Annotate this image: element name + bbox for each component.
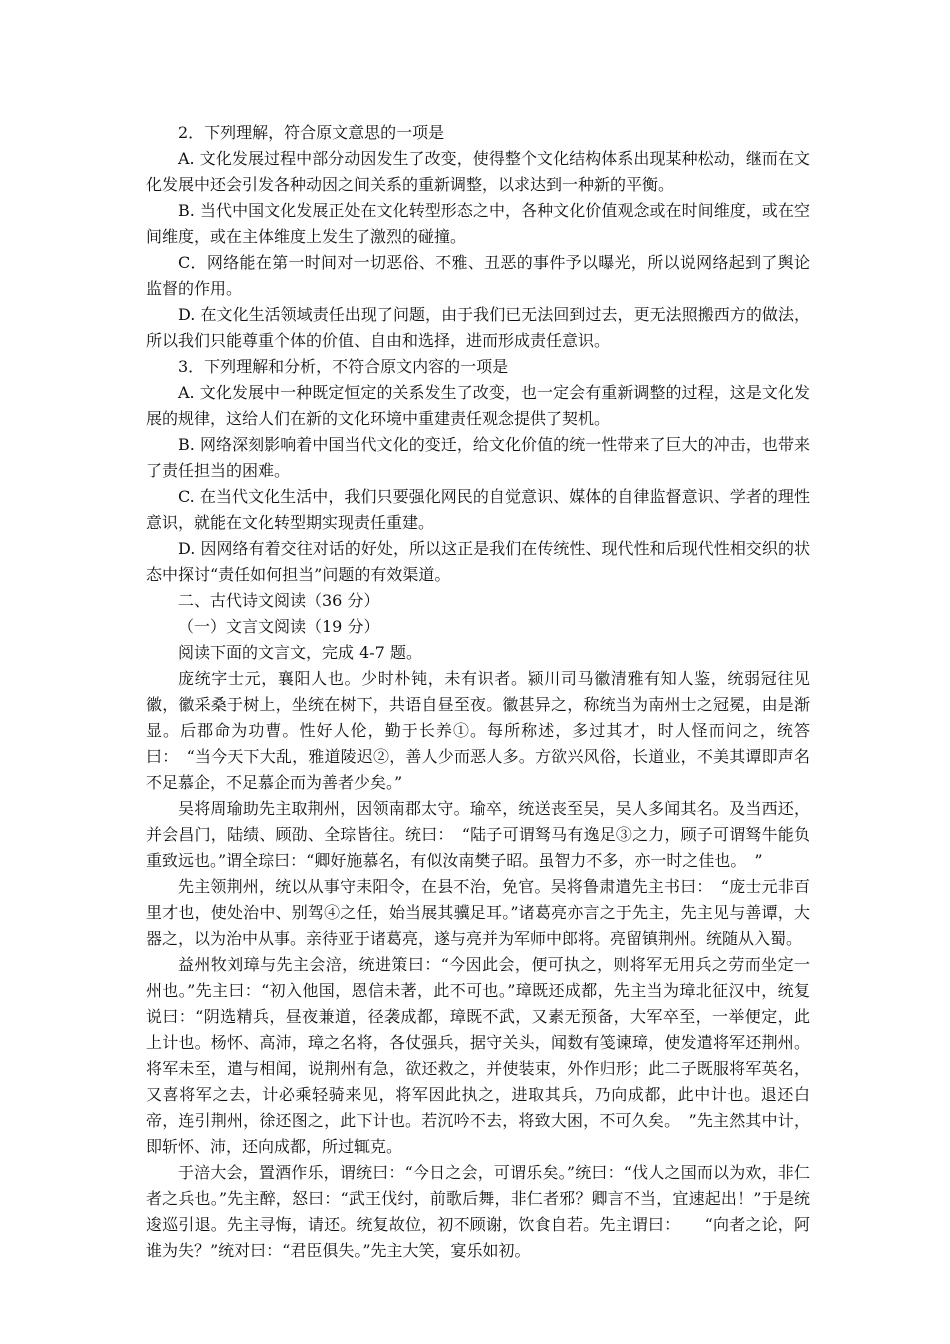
question-3-option-b: B. 网络深刻影响着中国当代文化的变迁，给文化价值的统一性带来了巨大的冲击，也带来了责任担当的困难。: [146, 435, 810, 480]
question-2-option-d: D. 在文化生活领域责任出现了问题，由于我们已无法回到过去，更无法照搬西方的做法，所以我们只能尊重个体的价值、自由和选择，进而形成责任意识。: [146, 305, 810, 350]
question-2-option-a: A. 文化发展过程中部分动因发生了改变，使得整个文化结构体系出现某种松动，继而在文化发展中还会引发各种动因之间关系的重新调整，以求达到一种新的平衡。: [146, 149, 810, 194]
passage-paragraph-3: 先主领荆州，统以从事守耒阳令，在县不治，免官。吴将鲁肃遣先主书曰： “庞士元非百里才也，使处治中、别驾④之任，始当展其骥足耳。”诸葛亮亦言之于先主，先主见与善谭，大器之，以为治中从事。亲待亚于诸葛亮，遂与亮并为军师中郎将。亮留镇荆州。统随从入蜀。: [146, 877, 810, 948]
question-2-stem: 2．下列理解，符合原文意思的一项是: [178, 123, 445, 142]
question-3-option-a: A. 文化发展中一种既定恒定的关系发生了改变，也一定会有重新调整的过程，这是文化发展的规律，这给人们在新的文化环境中重建责任观念提供了契机。: [146, 383, 810, 428]
passage-paragraph-5: 于涪大会，置酒作乐，谓统曰：“今日之会，可谓乐矣。”统曰：“伐人之国而以为欢，非仁者之兵也。”先主醉，怒曰：“武王伐纣，前歌后舞，非仁者邪？卿言不当，宜速起出！”于是统逡巡引退。先主寻悔，请还。统复故位，初不顾谢，饮食自若。先主谓曰： “向者之论，阿谁为失？”统对曰：“君臣俱失。”先主大笑，宴乐如初。: [146, 1163, 810, 1260]
passage-paragraph-4: 益州牧刘璋与先主会涪，统进策曰：“今因此会，便可执之，则将军无用兵之劳而坐定一州也。”先主曰：“初入他国，恩信未著，此不可也。”璋既还成都，先主当为璋北征汉中，统复说曰：“阴选精兵，昼夜兼道，径袭成都，璋既不武，又素无预备，大军卒至，一举便定，此上计也。杨怀、高沛，璋之名将，各仗强兵，据守关头，闻数有笺谏璋，使发遣将军还荆州。将军未至，遣与相闻，说荆州有急，欲还救之，并使装束，外作归形；此二子既服将军英名，又喜将军之去，计必乘轻骑来见，将军因此执之，进取其兵，乃向成都，此中计也。退还白帝，连引荆州，徐还图之，此下计也。若沉吟不去，将致大困，不可久矣。 ”先主然其中计，即斩怀、沛，还向成都，所过辄克。: [146, 955, 810, 1156]
passage-paragraph-1: 庞统字士元，襄阳人也。少时朴钝，未有识者。颍川司马徽清雅有知人鉴，统弱冠往见徽，徽采桑于树上，坐统在树下，共语自昼至夜。徽甚异之，称统当为南州士之冠冕，由是渐显。后郡命为功曹。性好人伦，勤于长养①。每所称述，多过其才，时人怪而问之，统答曰： “当今天下大乱，雅道陵迟②，善人少而恶人多。方欲兴风俗，长道业，不美其谭即声名不足慕企，不足慕企而为善者少矣。”: [146, 669, 810, 792]
passage-paragraph-2: 吴将周瑜助先主取荆州，因领南郡太守。瑜卒，统送丧至吴，吴人多闻其名。及当西还，并会昌门，陆绩、顾劭、全琮皆往。统曰： “陆子可谓驽马有逸足③之力，顾子可谓驽牛能负重致远也。”谓全琮曰：“卿好施慕名，有似汝南樊子昭。虽智力不多，亦一时之佳也。 ”: [146, 799, 810, 870]
reading-instruction: 阅读下面的文言文，完成 4-7 题。: [178, 643, 422, 662]
question-3-option-d: D. 因网络有着交往对话的好处，所以这正是我们在传统性、现代性和后现代性相交织的状态中探讨“责任如何担当”问题的有效渠道。: [146, 539, 810, 584]
question-3-stem: 3．下列理解和分析，不符合原文内容的一项是: [178, 357, 509, 376]
question-2-option-c: C．网络能在第一时间对一切恶俗、不雅、丑恶的事件予以曝光，所以说网络起到了舆论监督的作用。: [146, 253, 810, 298]
section-heading: 二、古代诗文阅读（36 分）: [178, 591, 380, 610]
question-2-option-b: B. 当代中国文化发展正处在文化转型形态之中，各种文化价值观念或在时间维度，或在空间维度，或在主体维度上发生了激烈的碰撞。: [146, 201, 810, 246]
subsection-heading: （一）文言文阅读（19 分）: [178, 617, 380, 636]
question-3-option-c: C. 在当代文化生活中，我们只要强化网民的自觉意识、媒体的自律监督意识、学者的理性意识，就能在文化转型期实现责任重建。: [146, 487, 810, 532]
document-page: [146, 120, 810, 1264]
